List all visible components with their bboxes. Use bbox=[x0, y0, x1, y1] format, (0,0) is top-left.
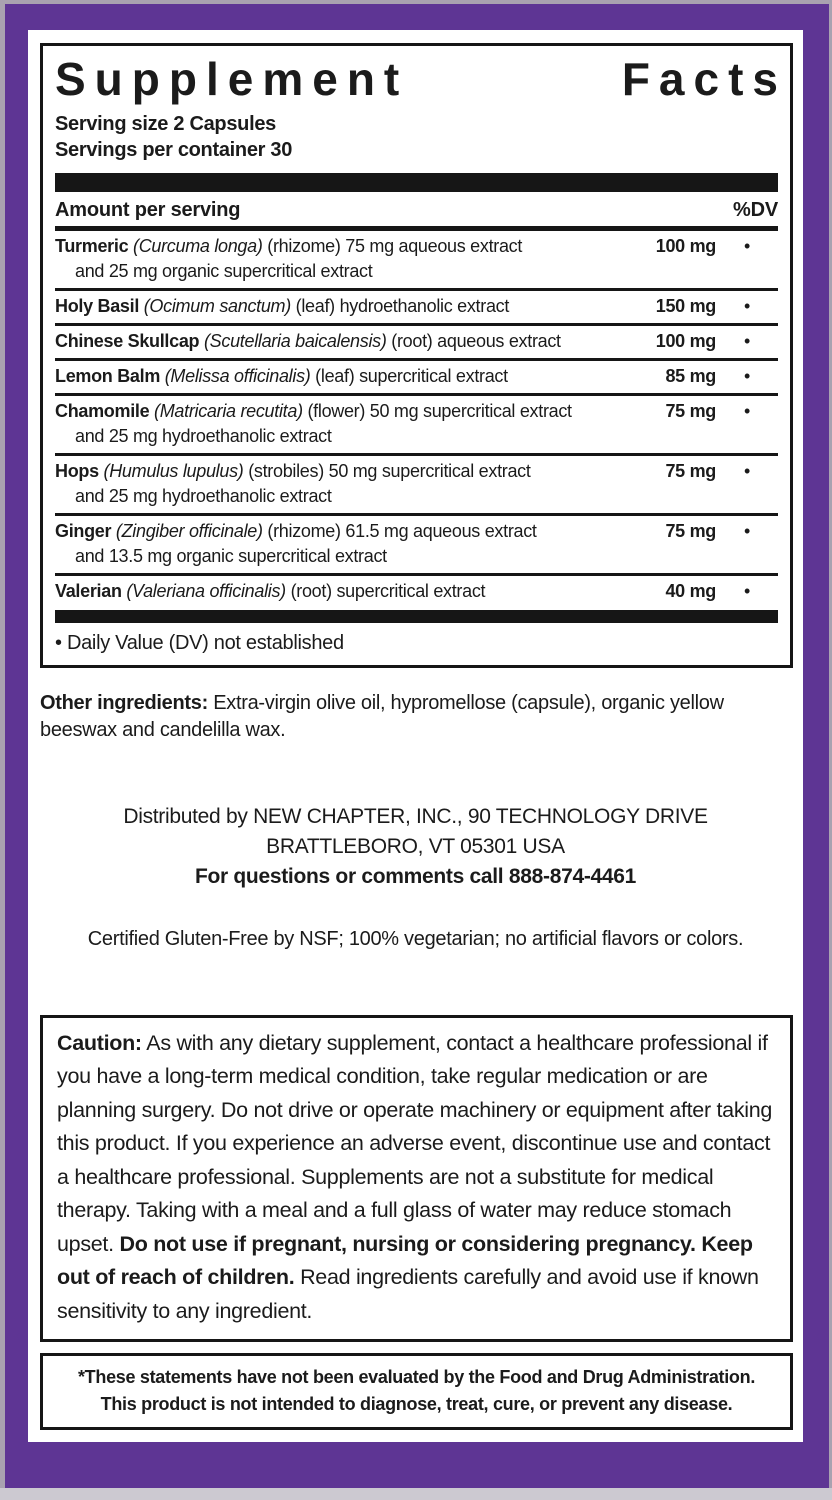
other-ingredients bbox=[40, 690, 793, 744]
label-surface bbox=[28, 30, 803, 1442]
other-ingredients-text: Extra-virgin olive oil, hypromellose (capsule), organic yellow beeswax and candelilla wax. bbox=[40, 691, 724, 741]
latin-name: (Zingiber officinale) bbox=[115, 520, 263, 541]
dv-header: %DV bbox=[733, 198, 778, 221]
ingredient-description-line2: and 25 mg organic supercritical extract bbox=[75, 260, 373, 281]
panel-title bbox=[55, 52, 787, 111]
dv-bullet: • bbox=[743, 400, 750, 421]
ingredient-amount: 100 mg bbox=[655, 330, 716, 351]
ingredient-amount: 75 mg bbox=[665, 460, 716, 481]
disclaimer-line-2: This product is not intended to diagnose, treat, cure, or prevent any disease. bbox=[100, 1394, 733, 1415]
ingredient-row-hops bbox=[55, 456, 778, 516]
caution-bold-warning: Do not use if pregnant, nursing or considering pregnancy. Keep out of reach of children. bbox=[57, 1231, 753, 1290]
ingredient-name: Hops bbox=[55, 460, 99, 481]
distributor-info bbox=[28, 802, 803, 892]
latin-name: (Ocimum sanctum) bbox=[143, 295, 291, 316]
dv-bullet: • bbox=[743, 460, 750, 481]
latin-name: (Valeriana officinalis) bbox=[126, 580, 286, 601]
distributor-line-1: Distributed by NEW CHAPTER, INC., 90 TECHNOLOGY DRIVE bbox=[123, 804, 708, 828]
amount-per-serving-header: Amount per serving bbox=[55, 198, 241, 221]
ingredient-name: Turmeric bbox=[55, 235, 129, 256]
ingredient-name: Chinese Skullcap bbox=[55, 330, 200, 351]
distributor-phone-line: For questions or comments call 888-874-4461 bbox=[194, 864, 637, 888]
latin-name: (Melissa officinalis) bbox=[164, 365, 311, 386]
ingredient-name: Holy Basil bbox=[55, 295, 140, 316]
table-header-row bbox=[55, 192, 778, 231]
ingredient-text bbox=[55, 519, 626, 569]
dv-bullet: • bbox=[743, 520, 750, 541]
ingredient-name: Valerian bbox=[55, 580, 122, 601]
fda-disclaimer-box bbox=[40, 1353, 793, 1430]
ingredient-description-line2: and 25 mg hydroethanolic extract bbox=[75, 425, 332, 446]
dv-bullet: • bbox=[743, 235, 750, 256]
ingredient-description: (strobiles) 50 mg supercritical extract bbox=[248, 460, 531, 481]
ingredient-name: Ginger bbox=[55, 520, 112, 541]
ingredient-amount: 150 mg bbox=[655, 295, 716, 316]
bottom-edge-strip bbox=[0, 1488, 832, 1500]
latin-name: (Humulus lupulus) bbox=[103, 460, 244, 481]
ingredient-text bbox=[55, 364, 626, 389]
latin-name: (Scutellaria baicalensis) bbox=[203, 330, 387, 351]
certification-note: Certified Gluten-Free by NSF; 100% vegetarian; no artificial flavors or colors. bbox=[87, 927, 744, 950]
dv-bullet: • bbox=[743, 295, 750, 316]
distributor-line-2: BRATTLEBORO, VT 05301 USA bbox=[266, 834, 565, 858]
ingredient-name: Chamomile bbox=[55, 400, 150, 421]
ingredient-amount: 75 mg bbox=[665, 520, 716, 541]
supplement-facts-panel bbox=[40, 43, 793, 668]
ingredient-description: (leaf) supercritical extract bbox=[315, 365, 508, 386]
ingredient-amount: 85 mg bbox=[665, 365, 716, 386]
divider-bar-top bbox=[55, 173, 778, 192]
dv-bullet: • bbox=[743, 330, 750, 351]
panel-title-word-1: Supplement bbox=[55, 53, 409, 105]
ingredient-description-line2: and 25 mg hydroethanolic extract bbox=[75, 485, 332, 506]
caution-box bbox=[40, 1015, 793, 1343]
ingredient-text bbox=[55, 579, 626, 604]
latin-name: (Curcuma longa) bbox=[133, 235, 263, 256]
caution-text-1: As with any dietary supplement, contact a healthcare professional if you have a long-term medical condition, take regular medication or are planning surgery. Do not drive or operate machinery or equipment after taking this product. If you experience an adverse event, discontinue use and contact a healthcare professional. Supplements are not a substitute for medical therapy. Taking with a meal and a full glass of water may reduce stomach upset. bbox=[57, 1030, 773, 1256]
servings-per-container: Servings per container 30 bbox=[55, 138, 293, 161]
ingredient-name: Lemon Balm bbox=[55, 365, 161, 386]
caution-label: Caution: bbox=[57, 1030, 142, 1055]
ingredient-description: (root) aqueous extract bbox=[391, 330, 561, 351]
ingredient-text bbox=[55, 234, 626, 284]
dv-bullet: • bbox=[743, 365, 750, 386]
caution-text-2: Read ingredients carefully and avoid use if known sensitivity to any ingredient. bbox=[57, 1265, 759, 1323]
dv-bullet: • bbox=[743, 580, 750, 601]
other-ingredients-label: Other ingredients: bbox=[40, 691, 208, 714]
serving-size: Serving size 2 Capsules bbox=[55, 112, 276, 135]
ingredient-row-chamomile bbox=[55, 396, 778, 456]
ingredient-row-holy-basil bbox=[55, 291, 778, 326]
dv-footnote: • Daily Value (DV) not established bbox=[55, 631, 344, 654]
panel-title-word-2: Facts bbox=[621, 53, 787, 105]
ingredient-amount: 100 mg bbox=[655, 235, 716, 256]
ingredient-amount: 40 mg bbox=[665, 580, 716, 601]
ingredient-row-lemon-balm bbox=[55, 361, 778, 396]
ingredient-row-turmeric bbox=[55, 231, 778, 291]
ingredient-text bbox=[55, 399, 626, 449]
latin-name: (Matricaria recutita) bbox=[154, 400, 303, 421]
ingredient-text bbox=[55, 459, 626, 509]
disclaimer-line-1: *These statements have not been evaluated by the Food and Drug Administration. bbox=[77, 1367, 756, 1388]
ingredient-description: (leaf) hydroethanolic extract bbox=[295, 295, 510, 316]
divider-bar-bottom bbox=[55, 610, 778, 623]
ingredient-amount: 75 mg bbox=[665, 400, 716, 421]
ingredient-description: (flower) 50 mg supercritical extract bbox=[307, 400, 572, 421]
ingredient-text bbox=[55, 329, 626, 354]
ingredient-row-chinese-skullcap bbox=[55, 326, 778, 361]
ingredient-description: (rhizome) 75 mg aqueous extract bbox=[267, 235, 523, 256]
ingredient-row-valerian bbox=[55, 576, 778, 608]
ingredient-row-ginger bbox=[55, 516, 778, 576]
ingredient-description-line2: and 13.5 mg organic supercritical extract bbox=[75, 545, 387, 566]
ingredient-text bbox=[55, 294, 626, 319]
ingredient-description: (rhizome) 61.5 mg aqueous extract bbox=[267, 520, 537, 541]
ingredient-description: (root) supercritical extract bbox=[290, 580, 486, 601]
